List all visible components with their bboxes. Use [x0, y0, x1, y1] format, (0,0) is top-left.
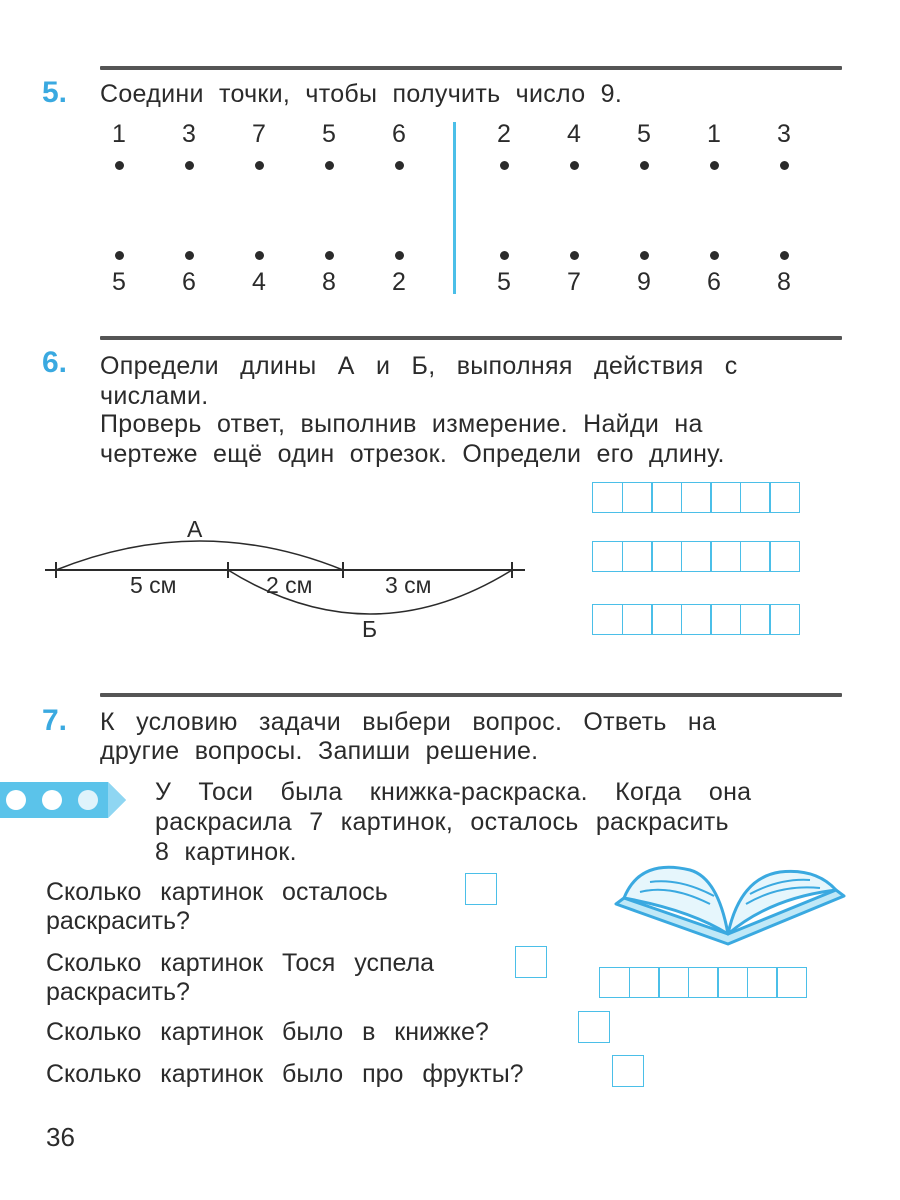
left-bottom-dot[interactable]	[395, 251, 404, 260]
right-bottom-digit: 8	[777, 268, 791, 296]
vertical-separator	[453, 122, 456, 294]
left-bottom-digit: 2	[392, 268, 406, 296]
left-top-dot[interactable]	[115, 161, 124, 170]
answer-cells-1[interactable]	[592, 482, 800, 513]
left-top-digit: 6	[392, 120, 406, 148]
right-top-dot[interactable]	[640, 161, 649, 170]
left-top-digit: 3	[182, 120, 196, 148]
right-bottom-digit: 9	[637, 268, 651, 296]
left-bottom-dot[interactable]	[325, 251, 334, 260]
task-7-number: 7.	[42, 704, 68, 737]
label-segment-5cm: 5 см	[130, 572, 177, 598]
task-7-line-1: К условию задачи выбери вопрос. Ответь на	[100, 708, 717, 736]
answer-cell[interactable]	[710, 604, 741, 635]
right-top-digit: 4	[567, 120, 581, 148]
right-top-dot[interactable]	[780, 161, 789, 170]
task-5-number: 5.	[42, 76, 68, 109]
answer-cell[interactable]	[740, 482, 771, 513]
pencil-tag-icon	[0, 778, 130, 822]
question-4: Сколько картинок было про фрукты?	[46, 1060, 524, 1088]
left-top-dot[interactable]	[185, 161, 194, 170]
task-6-line-2: числами.	[100, 382, 209, 410]
answer-cell[interactable]	[688, 967, 719, 998]
answer-cell[interactable]	[651, 541, 682, 572]
answer-cell[interactable]	[622, 604, 653, 635]
question-3: Сколько картинок было в книжке?	[46, 1018, 489, 1046]
right-bottom-digit: 6	[707, 268, 721, 296]
answer-cell[interactable]	[776, 967, 807, 998]
task-6-line-1: Определи длины А и Б, выполняя действия с	[100, 352, 738, 380]
right-bottom-digit: 7	[567, 268, 581, 296]
answer-cell[interactable]	[769, 604, 800, 635]
divider-task-6	[100, 336, 842, 340]
answer-cell[interactable]	[769, 541, 800, 572]
condition-line-2: раскрасила 7 картинок, осталось раскрасить	[155, 808, 729, 836]
left-top-digit: 7	[252, 120, 266, 148]
right-bottom-dot[interactable]	[500, 251, 509, 260]
question-1-line-1: Сколько картинок осталось	[46, 878, 388, 906]
answer-cell[interactable]	[622, 541, 653, 572]
left-bottom-dot[interactable]	[255, 251, 264, 260]
question-2-checkbox[interactable]	[515, 946, 547, 978]
open-book-icon	[610, 848, 850, 952]
right-top-dot[interactable]	[710, 161, 719, 170]
left-bottom-digit: 6	[182, 268, 196, 296]
answer-cell[interactable]	[592, 482, 623, 513]
task-5-text: Соедини точки, чтобы получить число 9.	[100, 80, 623, 108]
answer-cell[interactable]	[710, 541, 741, 572]
divider-task-7	[100, 693, 842, 697]
left-bottom-digit: 5	[112, 268, 126, 296]
left-bottom-dot[interactable]	[185, 251, 194, 260]
answer-cell[interactable]	[717, 967, 748, 998]
left-top-dot[interactable]	[255, 161, 264, 170]
answer-cells-4[interactable]	[599, 967, 807, 998]
question-1-checkbox[interactable]	[465, 873, 497, 905]
answer-cell[interactable]	[681, 604, 712, 635]
right-bottom-digit: 5	[497, 268, 511, 296]
right-bottom-dot[interactable]	[780, 251, 789, 260]
right-bottom-dot[interactable]	[570, 251, 579, 260]
answer-cells-2[interactable]	[592, 541, 800, 572]
answer-cell[interactable]	[592, 541, 623, 572]
answer-cell[interactable]	[592, 604, 623, 635]
answer-cell[interactable]	[710, 482, 741, 513]
question-2-line-1: Сколько картинок Тося успела	[46, 949, 435, 977]
left-top-dot[interactable]	[395, 161, 404, 170]
label-segment-2cm: 2 см	[266, 572, 313, 598]
question-3-checkbox[interactable]	[578, 1011, 610, 1043]
left-bottom-digit: 8	[322, 268, 336, 296]
right-bottom-dot[interactable]	[640, 251, 649, 260]
answer-cell[interactable]	[622, 482, 653, 513]
left-top-digit: 5	[322, 120, 336, 148]
left-top-digit: 1	[112, 120, 126, 148]
task-6-line-3: Проверь ответ, выполнив измерение. Найди на	[100, 410, 703, 438]
answer-cell[interactable]	[769, 482, 800, 513]
label-b: Б	[362, 616, 378, 642]
answer-cell[interactable]	[747, 967, 778, 998]
answer-cell[interactable]	[651, 482, 682, 513]
right-top-digit: 2	[497, 120, 511, 148]
condition-line-3: 8 картинок.	[155, 838, 297, 866]
left-top-dot[interactable]	[325, 161, 334, 170]
divider-task-5	[100, 66, 842, 70]
condition-line-1: У Тоси была книжка-раскраска. Когда она	[155, 778, 752, 806]
right-bottom-dot[interactable]	[710, 251, 719, 260]
answer-cell[interactable]	[599, 967, 630, 998]
page-number: 36	[46, 1122, 75, 1152]
right-top-digit: 1	[707, 120, 721, 148]
label-a: А	[187, 516, 203, 542]
answer-cell[interactable]	[740, 604, 771, 635]
task-7-line-2: другие вопросы. Запиши решение.	[100, 737, 539, 765]
right-top-digit: 5	[637, 120, 651, 148]
right-top-dot[interactable]	[570, 161, 579, 170]
question-2-line-2: раскрасить?	[46, 978, 190, 1006]
answer-cell[interactable]	[651, 604, 682, 635]
left-bottom-dot[interactable]	[115, 251, 124, 260]
task-6-number: 6.	[42, 346, 68, 379]
answer-cell[interactable]	[658, 967, 689, 998]
right-top-digit: 3	[777, 120, 791, 148]
answer-cell[interactable]	[681, 482, 712, 513]
answer-cell[interactable]	[629, 967, 660, 998]
question-4-checkbox[interactable]	[612, 1055, 644, 1087]
left-bottom-digit: 4	[252, 268, 266, 296]
question-1-line-2: раскрасить?	[46, 907, 190, 935]
task-6-line-4: чертеже ещё один отрезок. Определи его длину.	[100, 440, 725, 468]
right-top-dot[interactable]	[500, 161, 509, 170]
answer-cell[interactable]	[681, 541, 712, 572]
answer-cell[interactable]	[740, 541, 771, 572]
label-segment-3cm: 3 см	[385, 572, 432, 598]
answer-cells-3[interactable]	[592, 604, 800, 635]
